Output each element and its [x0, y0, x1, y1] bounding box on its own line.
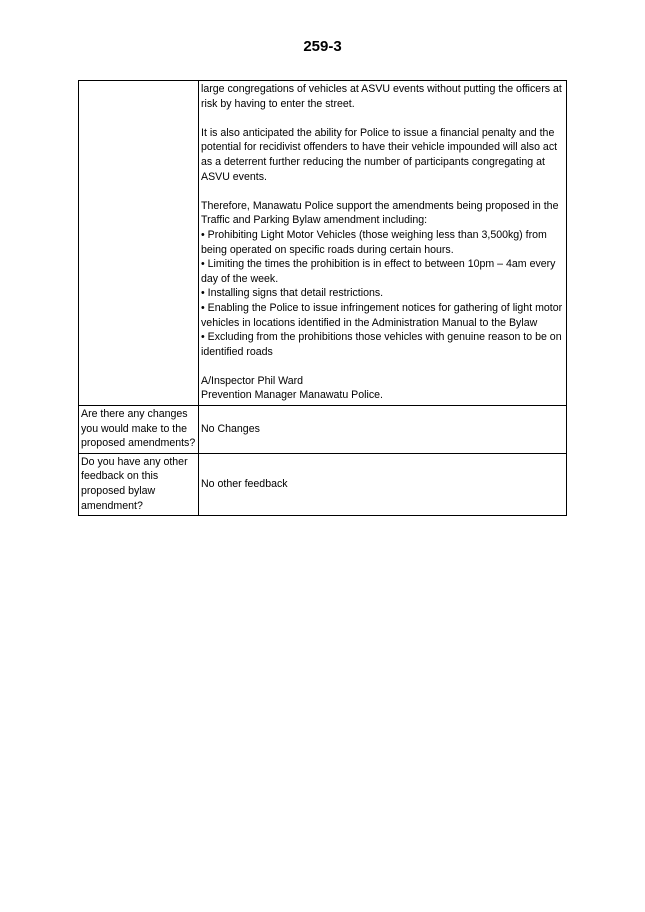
bullet-item: • Prohibiting Light Motor Vehicles (those weighing less than 3,500kg) from being operated on specific roads during certain hours. [201, 228, 547, 256]
answer-cell: No Changes [199, 406, 567, 454]
bullet-item: • Installing signs that detail restrictions. [201, 287, 384, 300]
signatory-name: A/Inspector Phil Ward [201, 374, 304, 387]
answer-paragraph [201, 82, 564, 111]
bullet-item: • Excluding from the prohibitions those vehicles with genuine reason to be on identified roads [201, 331, 562, 358]
signature-block [201, 374, 564, 403]
signatory-title: Prevention Manager Manawatu Police. [201, 389, 383, 402]
question-cell: Do you have any other feedback on this proposed bylaw amendment? [79, 453, 199, 515]
answer-paragraph [201, 126, 564, 184]
answer-line: Therefore, Manawatu Police support the amendments being proposed in the Traffic and Parking Bylaw amendment including: [201, 199, 559, 227]
bullet-item: • Limiting the times the prohibition is in effect to between 10pm – 4am every day of the week. [201, 258, 556, 285]
question-cell [79, 81, 199, 406]
table-row [79, 406, 567, 454]
answer-cell [199, 81, 567, 406]
table-row [79, 453, 567, 515]
answer-line: large congregations of vehicles at ASVU events without putting the officers at risk by having to enter the street. [201, 83, 562, 110]
question-cell: Are there any changes you would make to the proposed amendments? [79, 406, 199, 454]
page-number: 259-3 [303, 38, 342, 55]
table-row [79, 81, 567, 406]
answer-line: It is also anticipated the ability for Police to issue a financial penalty and the potential for recidivist offenders to have their vehicle impounded will also act as a deterrent further reducing the number of participants congregating at ASVU events. [201, 126, 558, 183]
answer-cell: No other feedback [199, 453, 567, 515]
feedback-table [78, 80, 567, 516]
bullet-item: • Enabling the Police to issue infringement notices for gathering of light motor vehicles in locations identified in the Administration Manual to the Bylaw [201, 301, 563, 329]
answer-paragraph [201, 199, 564, 360]
